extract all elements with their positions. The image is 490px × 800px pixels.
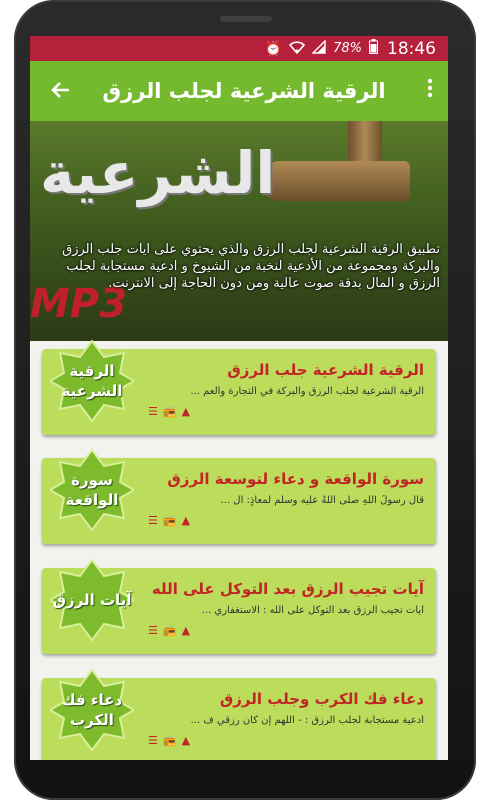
item-icons [148,734,190,747]
mp3-badge: MP3 [30,281,127,327]
image-icon: ▲ [181,514,191,527]
item-title: آيات تجيب الرزق بعد التوكل على الله [151,580,424,598]
item-icons [148,624,190,637]
signal-icon [312,40,326,58]
list-item[interactable] [42,568,436,654]
item-title: سورة الواقعة و دعاء لتوسعة الرزق [167,470,424,488]
list-icon: ☰ [148,405,158,418]
arrow-left-icon [50,76,70,106]
list-icon: ☰ [148,734,158,747]
item-badge [50,668,134,752]
badge-label: دعاء فك الكرب [61,691,123,729]
list-icon: ☰ [148,624,158,637]
banner-headline: الشرعية [40,139,276,207]
radio-icon: 📻 [162,514,177,527]
image-icon: ▲ [181,734,191,747]
item-subtitle: قال رسولُ اللهِ صلَّى اللهُ عليه وسلَّم لمعاذٍ: أل ... [220,495,424,506]
wifi-icon [289,40,305,58]
image-icon: ▲ [181,624,191,637]
banner-description: تطبيق الرقية الشرعية لجلب الرزق والذي يحتوي على ايات جلب الرزق والبركة ومجموعة من الأدعية لنخبة من الشيوخ و ادعية مستجابة لجلب الرزق و المال بدقة صوت عالية ومن دون الحاجة إلى الانترنت. [62,242,440,291]
list-item[interactable] [42,678,436,760]
earpiece-speaker [220,16,272,22]
badge-label: سورة الواقعة [65,471,119,509]
item-badge [50,558,134,642]
radio-icon: 📻 [162,734,177,747]
battery-percent: 78% [333,41,362,56]
toolbar-title: الرقية الشرعية لجلب الرزق [102,79,386,103]
item-title: دعاء فك الكرب وجلب الرزق [219,690,424,708]
item-subtitle: الرقية الشرعية لجلب الرزق والبركة في التجارة والعم ... [190,386,424,397]
app-toolbar [30,61,448,121]
radio-icon: 📻 [162,405,177,418]
faucet-spout-image [260,161,410,201]
clock: 18:46 [387,38,436,59]
app-screen [30,36,448,760]
list-icon: ☰ [148,514,158,527]
item-icons [148,405,190,418]
badge-label: الرقية الشرعية [61,362,123,400]
more-vertical-icon [427,78,433,104]
item-icons [148,514,190,527]
list-item[interactable] [42,349,436,435]
badge-label: آيات الرزق [52,591,132,609]
list-item[interactable] [42,458,436,544]
image-icon: ▲ [181,405,191,418]
radio-icon: 📻 [162,624,177,637]
header-banner [30,121,448,341]
item-badge [50,448,134,532]
item-subtitle: آيات تجيب الرزق بعد التوكل على الله : الاستغفاري ... [201,605,424,616]
item-badge [50,339,134,423]
status-bar [30,36,448,61]
alarm-icon: ⏰ [264,40,283,57]
overflow-menu-button[interactable] [412,61,448,121]
item-subtitle: أدعية مستجابة لجلب الرزق : - اللهم إن كان رزقي ف ... [190,715,424,726]
item-title: الرقية الشرعية جلب الرزق [227,361,424,379]
back-button[interactable] [36,61,84,121]
battery-icon [369,39,378,58]
